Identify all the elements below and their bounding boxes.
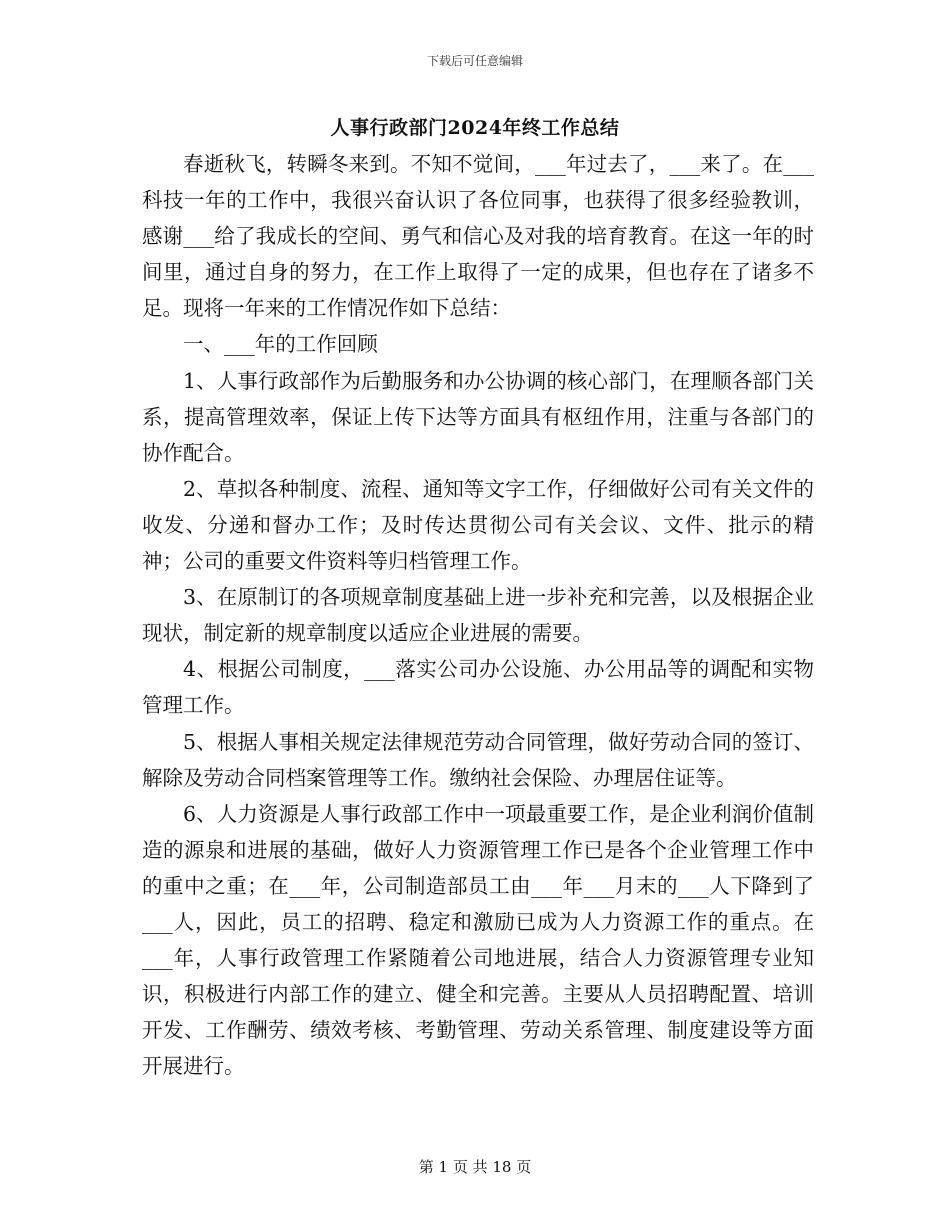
- page-number: 第 1 页 共 18 页: [418, 1158, 532, 1176]
- paragraph-item-4: 4、根据公司制度，___落实公司办公设施、办公用品等的调配和实物管理工作。: [142, 657, 814, 718]
- paragraph-item-5: 5、根据人事相关规定法律规范劳动合同管理，做好劳动合同的签订、解除及劳动合同档案管理等工作。缴纳社会保险、办理居住证等。: [142, 729, 814, 790]
- paragraph-item-6: 6、人力资源是人事行政部工作中一项最重要工作，是企业利润价值制造的源泉和进展的基础，做好人力资源管理工作已是各个企业管理工作中的重中之重；在___年，公司制造部员工由___年___月末的___人下降到了___人，因此，员工的招聘、稳定和激励已成为人力资源工作的重点。在___年，人事行政管理工作紧随着公司地进展，结合人力资源管理专业知识，积极进行内部工作的建立、健全和完善。主要从人员招聘配置、培训开发、工作酬劳、绩效考核、考勤管理、劳动关系管理、制度建设等方面开展进行。: [142, 801, 814, 1079]
- paragraph-intro: 春逝秋飞，转瞬冬来到。不知不觉间，___年过去了，___来了。在___科技一年的工作中，我很兴奋认识了各位同事，也获得了很多经验教训，感谢___给了我成长的空间、勇气和信心及对我的培育教育。在这一年的时间里，通过自身的努力，在工作上取得了一定的成果，但也存在了诸多不足。现将一年来的工作情况作如下总结：: [142, 152, 814, 321]
- document-title: 人事行政部门2024年终工作总结: [330, 117, 620, 139]
- section-heading: 一、___年的工作回顾: [183, 332, 378, 357]
- header-note: 下载后可任意编辑: [426, 54, 523, 68]
- paragraph-item-2: 2、草拟各种制度、流程、通知等文字工作，仔细做好公司有关文件的收发、分递和督办工作；及时传达贯彻公司有关会议、文件、批示的精神；公司的重要文件资料等归档管理工作。: [142, 476, 814, 574]
- paragraph-item-1: 1、人事行政部作为后勤服务和办公协调的核心部门，在理顺各部门关系，提高管理效率，保证上传下达等方面具有枢纽作用，注重与各部门的协作配合。: [142, 368, 814, 465]
- document-body: [142, 146, 814, 1084]
- paragraph-item-3: 3、在原制订的各项规章制度基础上进一步补充和完善，以及根据企业现状，制定新的规章制度以适应企业进展的需要。: [142, 585, 814, 646]
